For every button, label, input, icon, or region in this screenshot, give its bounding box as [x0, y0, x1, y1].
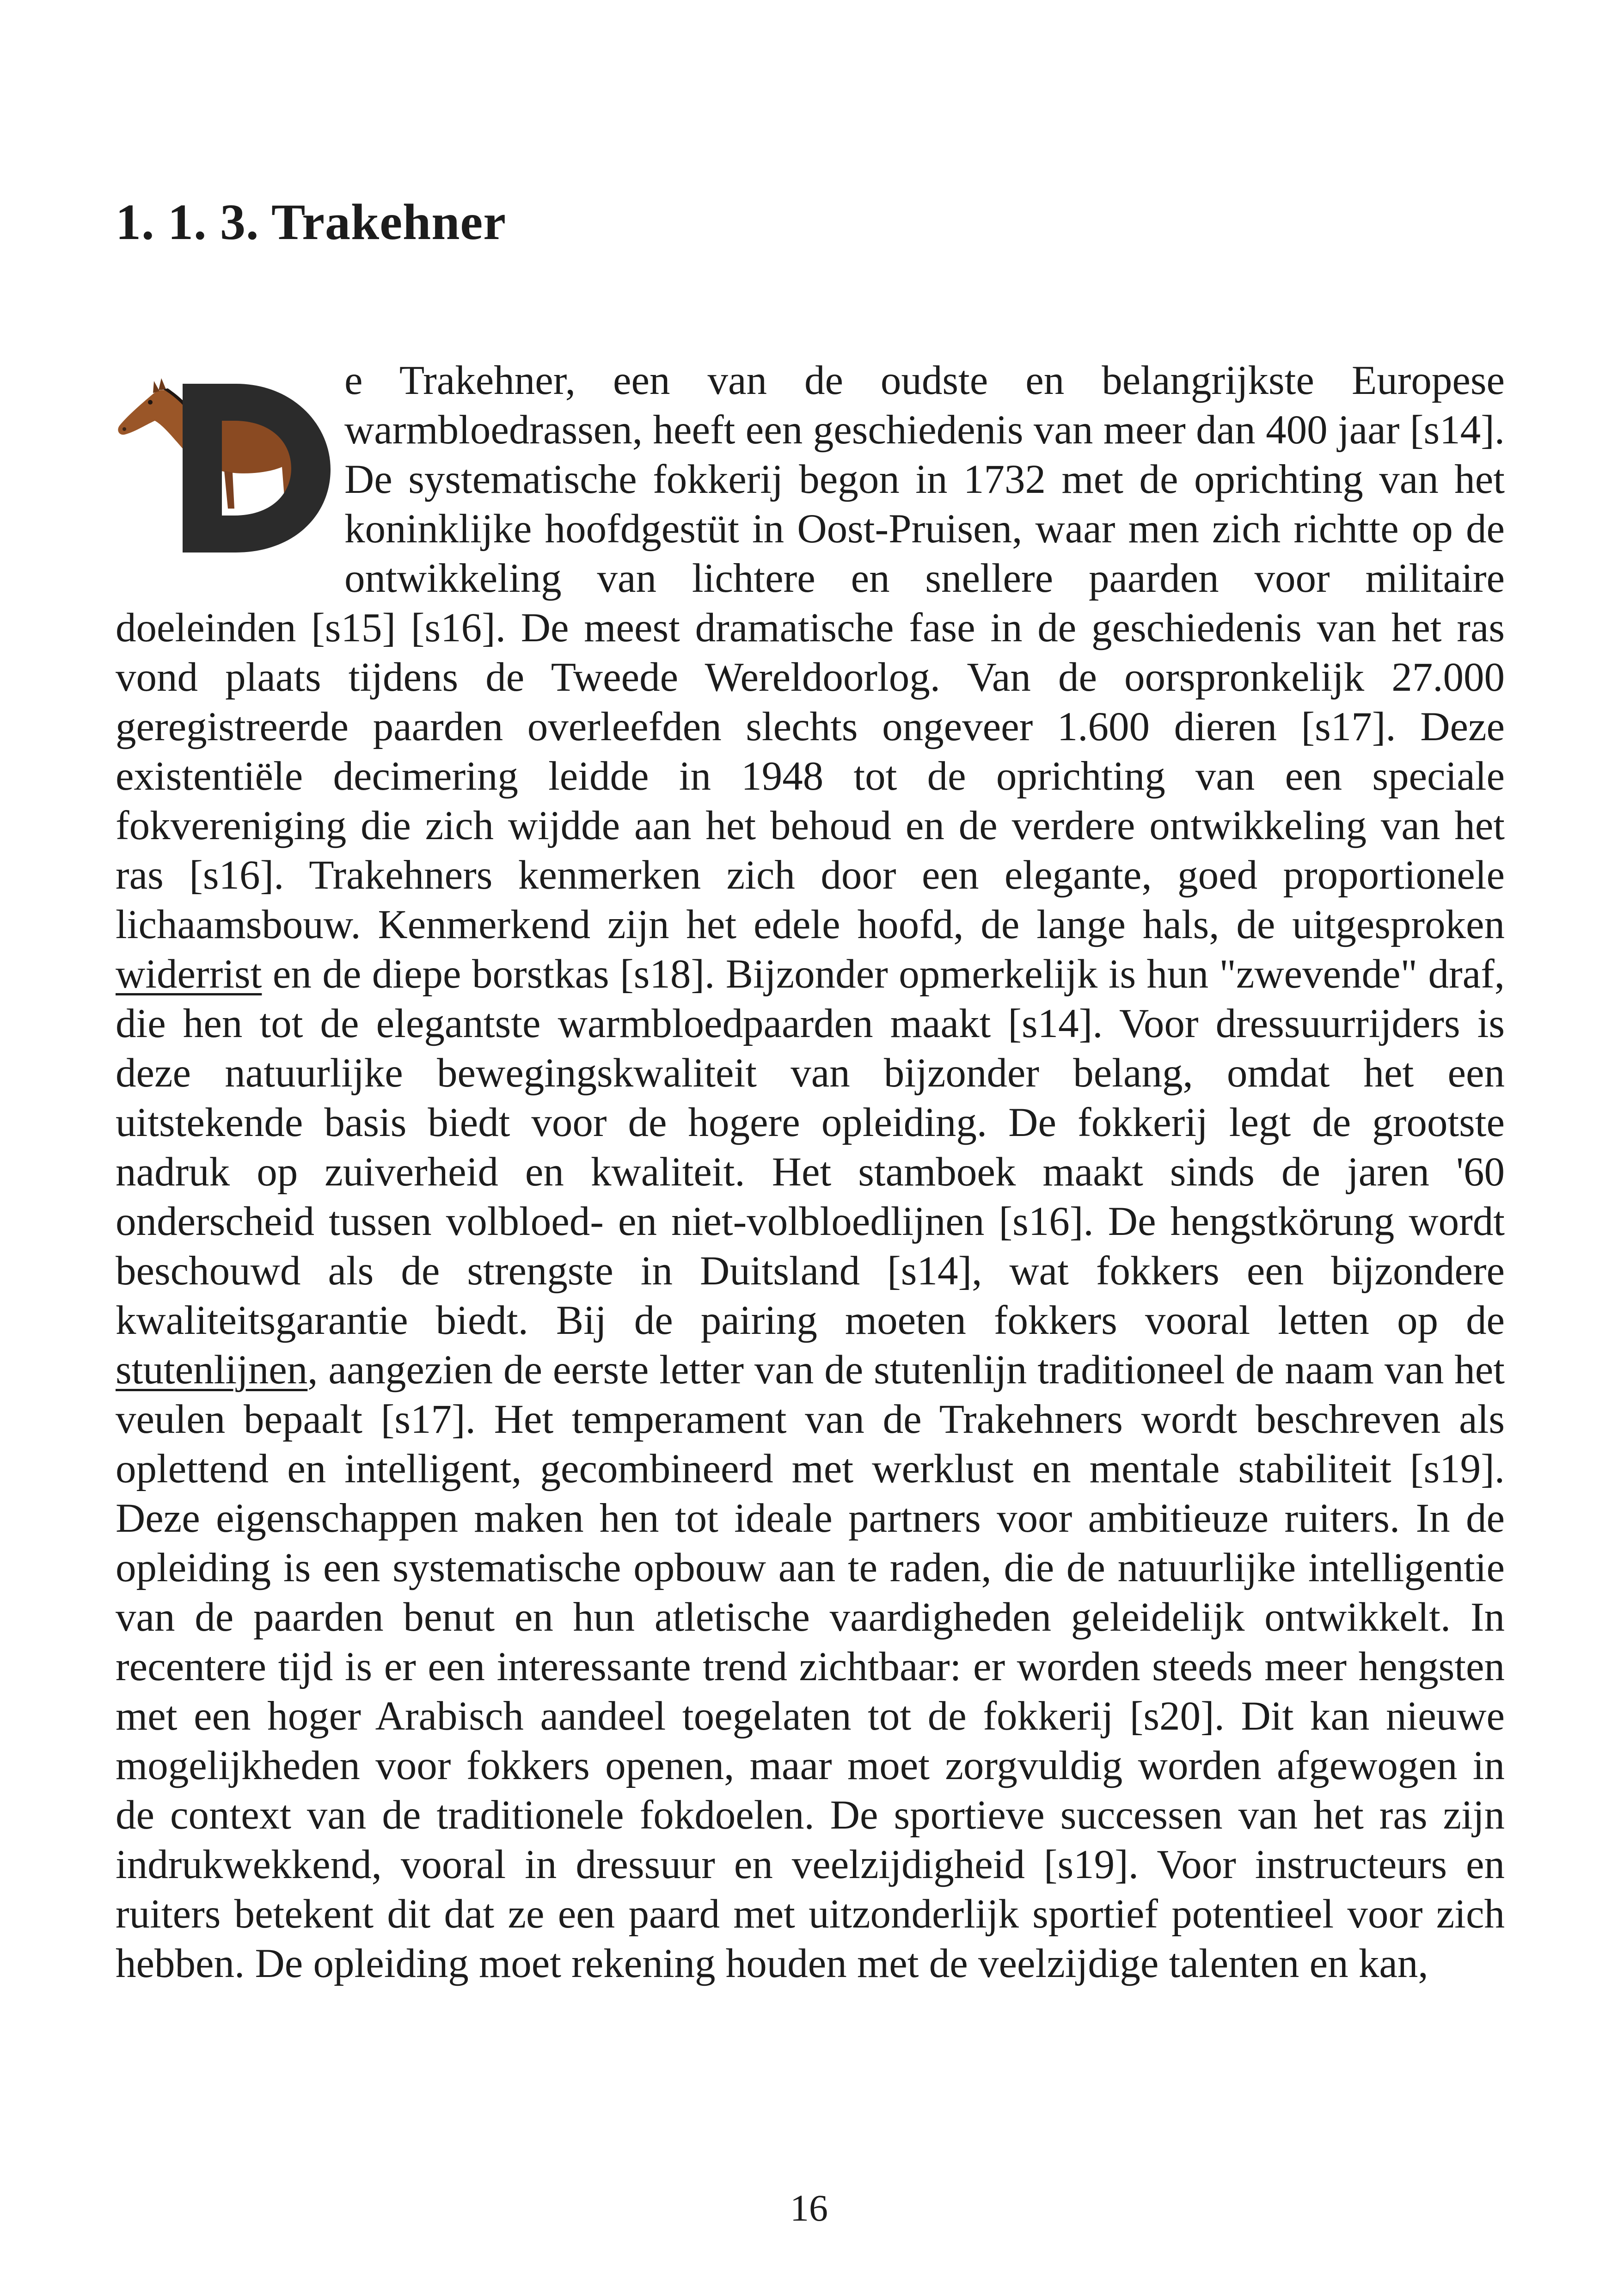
paragraph-text: , aangezien de eerste letter van de stutenlijn traditioneel de naam van het veulen bepaalt [s17]. Het temperament van de Trakehners wordt beschreven als oplettend en intelligent, gecombineerd met werklust en mentale stabiliteit [s19]. Deze eigenschappen maken hen tot ideale partners voor ambitieuze ruiters. In de opleiding is een systematische opbouw aan te raden, die de natuurlijke intelligentie van de paarden benut en hun atletische vaardigheden geleidelijk ontwikkelt. In recentere tijd is er een interessante trend zichtbaar: er worden steeds meer hengsten met een hoger Arabisch aandeel toegelaten tot de fokkerij [s20]. Dit kan nieuwe mogelijkheden voor fokkers openen, maar moet zorgvuldig worden afgewogen in de context van de traditionele fokdoelen. De sportieve successen van het ras zijn indrukwekkend, vooral in dressuur en veelzijdigheid [s19]. Voor instructeurs en ruiters betekent dit dat ze een paard met uitzonderlijk sportief potentieel voor zich hebben. De opleiding moet rekening houden met de veelzijdige talenten en kan,	[116, 1347, 1505, 1986]
paragraph-text: en de diepe borstkas [s18]. Bijzonder opmerkelijk is hun "zwevende" draf, die hen tot de elegantste warmbloedpaarden maakt [s14]. Voor dressuurrijders is deze natuurlijke bewegingskwaliteit van bijzonder belang, omdat het een uitstekende basis biedt voor de hogere opleiding. De fokkerij legt de grootste nadruk op zuiverheid en kwaliteit. Het stamboek maakt sinds de jaren '60 onderscheid tussen volbloed- en niet-volbloedlijnen [s16]. De hengstkörung wordt beschouwd als de strengste in Duitsland [s14], wat fokkers een bijzondere kwaliteitsgarantie biedt. Bij de pairing moeten fokkers vooral letten op de	[116, 952, 1505, 1343]
paragraph-text: e Trakehner, een van de oudste en belangrijkste Europese warmbloedrassen, heeft een geschiedenis van meer dan 400 jaar [s14]. De systematische fokkerij begon in 1732 met de oprichting van het koninklijke hoofdgestüt in Oost-Pruisen, waar men zich richtte op de ontwikkeling van lichtere en snellere paarden voor militaire doeleinden [s15] [s16]. De meest dramatische fase in de geschiedenis van het ras vond plaats tijdens de Tweede Wereldoorlog. Van de oorspronkelijk 27.000 geregistreerde paarden overleefden slechts ongeveer 1.600 dieren [s17]. Deze existentiële decimering leidde in 1948 tot de oprichting van een speciale fokvereniging die zich wijdde aan het behoud en de verdere ontwikkeling van het ras [s16]. Trakehners kenmerken zich door een elegante, goed proportionele lichaamsbouw. Kenmerkend zijn het edele hoofd, de lange hals, de uitgesproken	[116, 358, 1505, 947]
page-number: 16	[790, 2187, 828, 2229]
glossary-link-stutenlijnen[interactable]: stutenlijnen	[116, 1347, 308, 1393]
glossary-link-widerrist[interactable]: widerrist	[116, 952, 262, 997]
horse-icon	[113, 356, 335, 555]
drop-cap	[113, 356, 335, 555]
section-heading: 1. 1. 3. Trakehner	[116, 194, 507, 250]
body-paragraph	[116, 356, 1505, 1989]
